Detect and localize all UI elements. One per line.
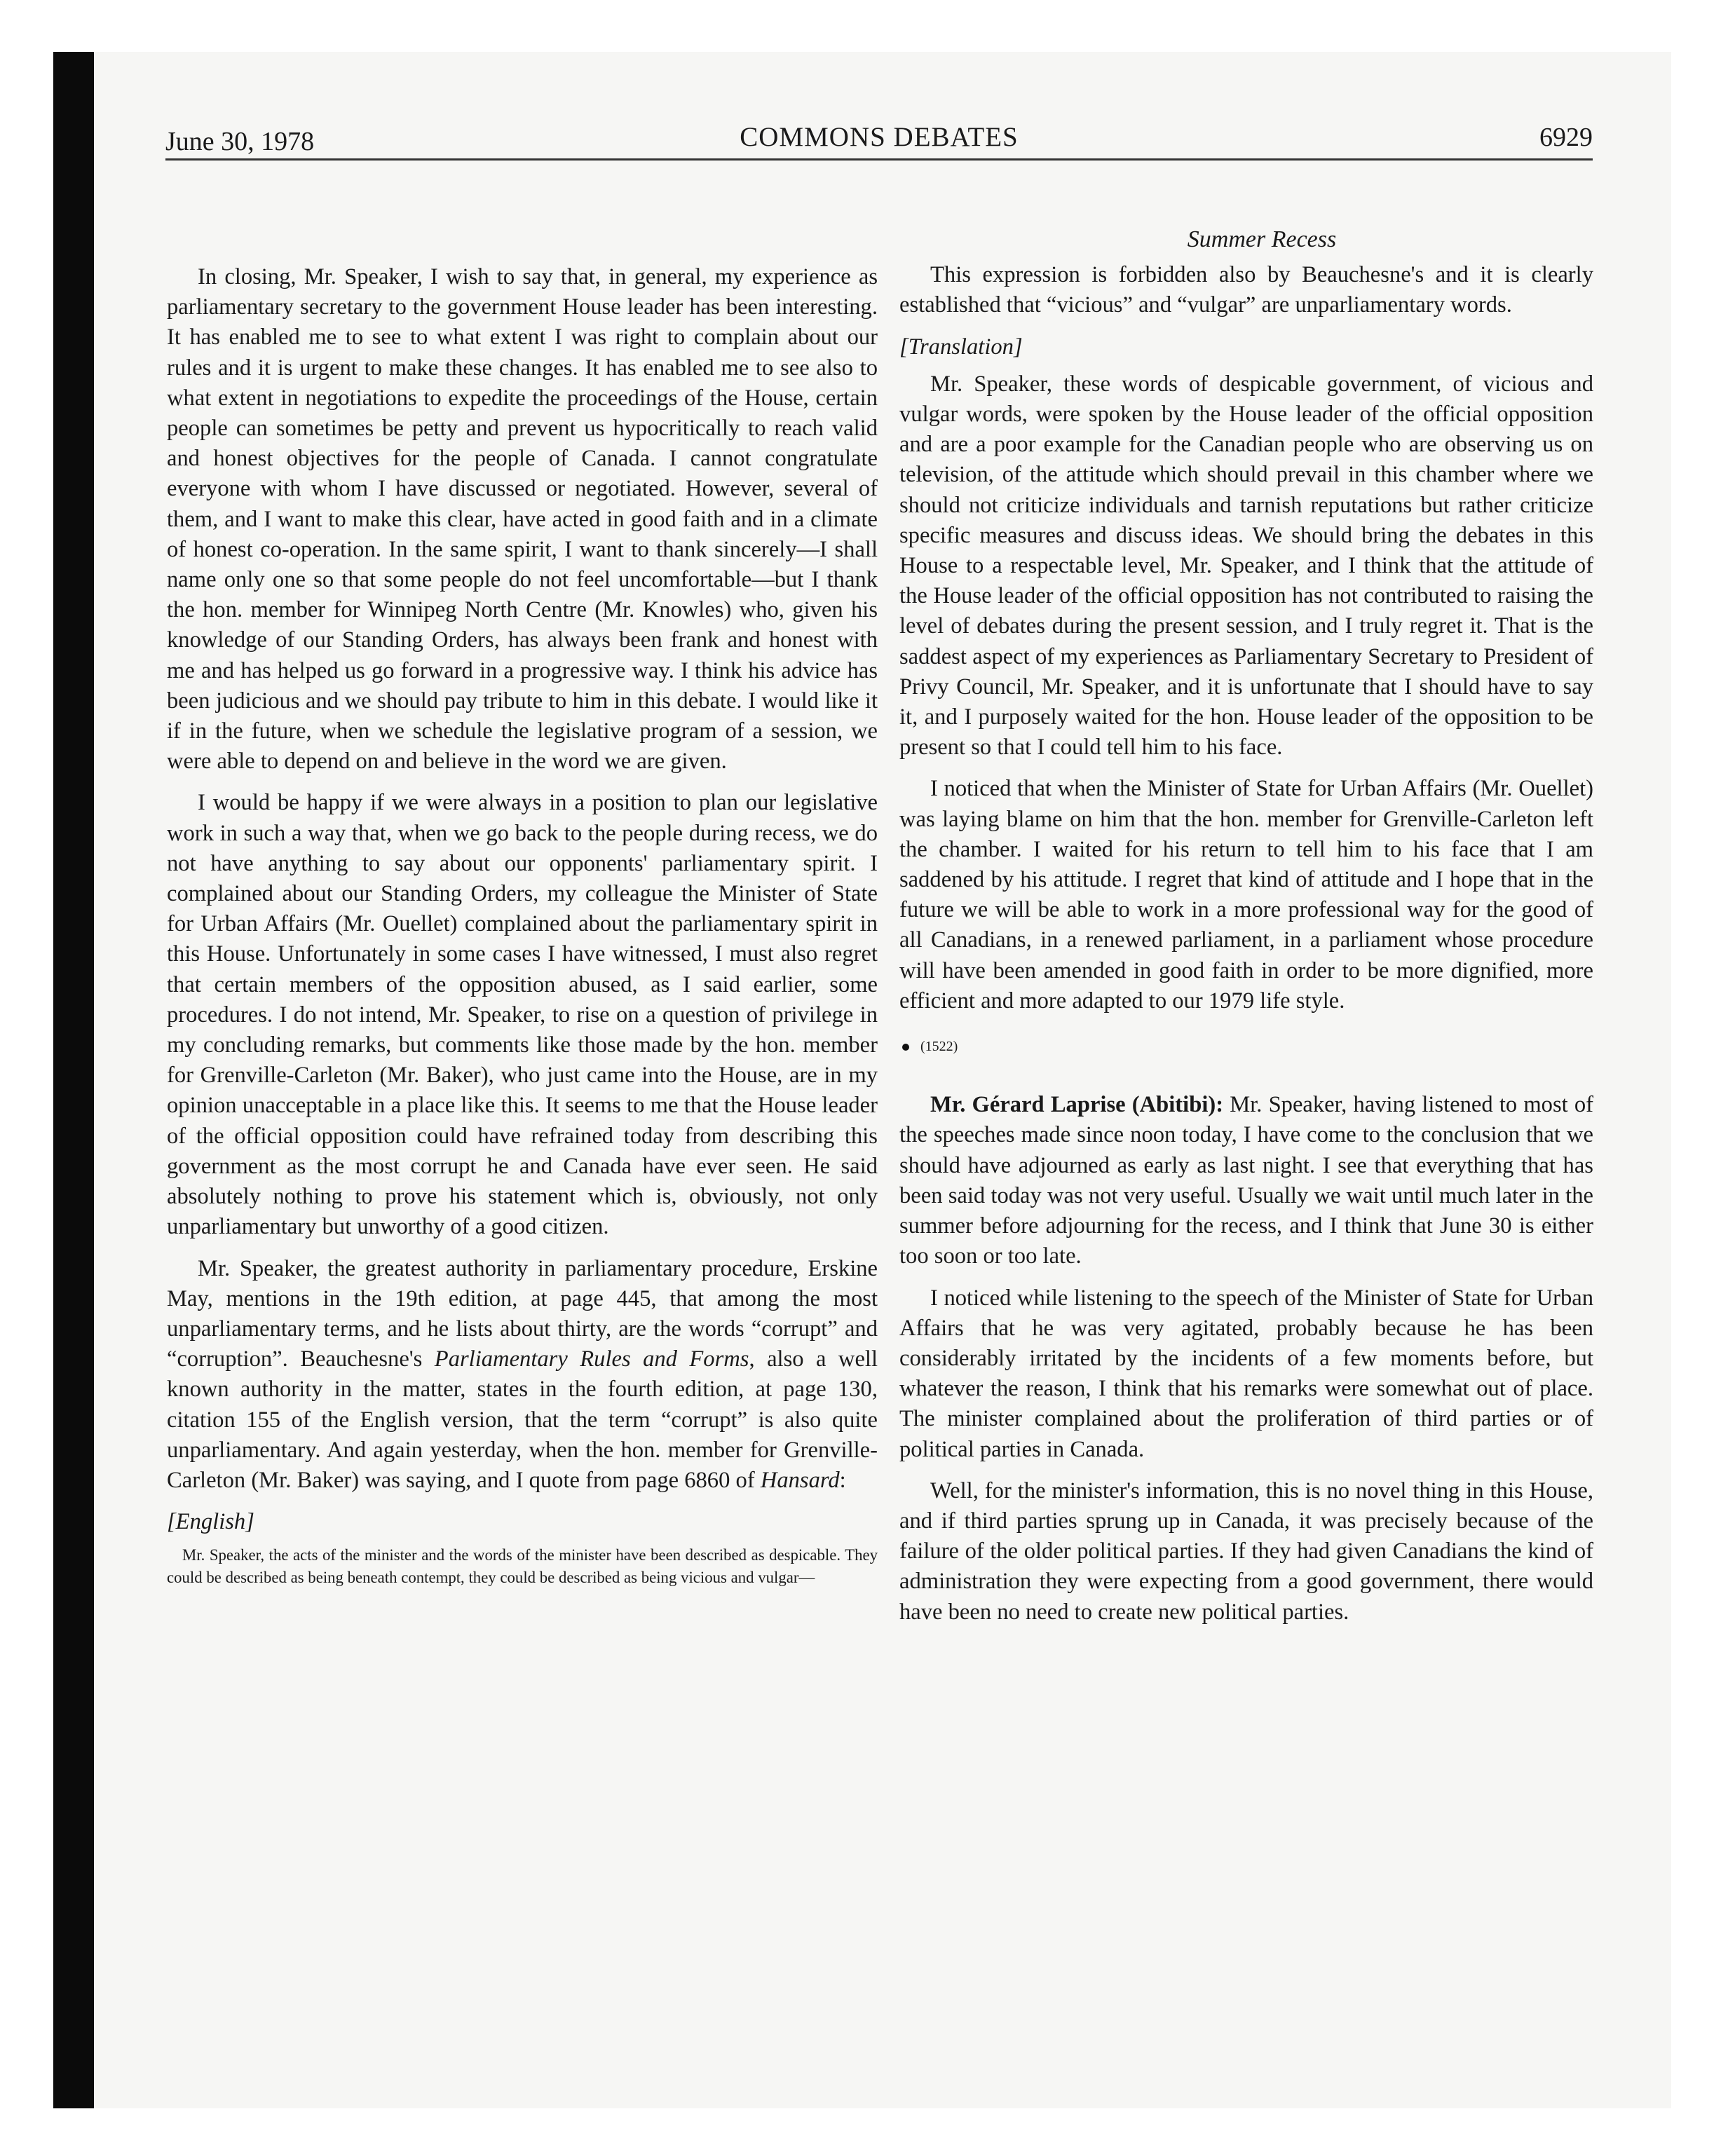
paragraph: Mr. Speaker, these words of despicable government, of vicious and vulgar words, were spoken by the House leader of the official opposition and are a poor example for the Canadian people who are observing us on television, of the attitude which should prevail in this chamber where we should not criticize individuals and tarnish reputations but rather criticize specific measures and discuss ideas. We should bring the debates in this House to a respectable level, Mr. Speaker, and I think that the attitude of the House leader of the official opposition has not contributed to raising the level of debates during the present session, and I truly regret it. That is the saddest aspect of my experiences as Parliamentary Secretary to President of Privy Council, Mr. Speaker, and it is unfortunate that I should have to say it, and I purposely waited for the hon. House leader of the opposition to be present so that I could tell him to his face. bbox=[899, 371, 1593, 760]
text-run: Mr. Speaker, having listened to most of the speeches made since noon today, I have come to the conclusion that we should have adjourned as early as last night. I see that everything that has been said today was not very useful. Usually we wait until much later in the summer before adjourning for the recess, and I think that June 30 is either too soon or too late. bbox=[899, 1092, 1593, 1269]
text-run: : bbox=[839, 1467, 846, 1493]
language-tag: [English] bbox=[167, 1509, 254, 1535]
header-date: June 30, 1978 bbox=[165, 127, 315, 156]
paragraph: In closing, Mr. Speaker, I wish to say that, in general, my experience as parliamentary secretary to the government House leader has been interesting. It has enabled me to see to what extent I was right to complain about our rules and it is urgent to make these changes. It has enabled me to see also to what extent in negotiations to expedite the proceedings of the House, certain people can sometimes be petty and prevent us hypocritically to reach valid and honest objectives for the people of Canada. I cannot congratulate everyone with whom I have discussed or negotiated. However, several of them, and I want to make this clear, have acted in good faith and in a climate of honest co-operation. In the same spirit, I want to thank sincerely—I shall name only one so that some people do not feel uncomfortable—but I thank the hon. member for Winnipeg North Centre (Mr. Knowles) who, given his knowledge of our Standing Orders, has always been frank and honest with me and has helped us go forward in a progressive way. I think his advice has been judicious and we should pay tribute to him in this debate. I would like it if in the future, when we schedule the legislative program of a session, we were able to depend on and believe in the word we are given. bbox=[167, 264, 878, 775]
timestamp-text: (1522) bbox=[920, 1039, 958, 1055]
paragraph bbox=[167, 1254, 878, 1496]
paragraph: I noticed while listening to the speech of the Minister of State for Urban Affairs that he was very agitated, probably because he has been considerably irritated by the incidents of a few moments before, but whatever the reason, I think that his remarks were somewhat out of place. The minister complained about the proliferation of third parties or of political parties in Canada. bbox=[899, 1285, 1593, 1462]
header-page-number: 6929 bbox=[1539, 123, 1593, 152]
page-header bbox=[165, 116, 1593, 161]
block-quote: Mr. Speaker, the acts of the minister and the words of the minister have been described as despicable. They could be described as being beneath contempt, they could be described as being vicious and vulgar— bbox=[167, 1546, 878, 1587]
paragraph: I noticed that when the Minister of State for Urban Affairs (Mr. Ouellet) was laying blame on him that the hon. member for Grenville-Carleton left the chamber. I waited for his return to tell him to his face that I am saddened by his attitude. I regret that kind of attitude and I hope that in the future we will be able to work in a more professional way for the good of all Canadians, in a renewed parliament, in a parliament whose procedure will have been amended in good faith in order to be more dignified, more efficient and more adapted to our 1979 life style. bbox=[899, 776, 1593, 1014]
timestamp bbox=[899, 1032, 1593, 1062]
language-tag: [Translation] bbox=[899, 334, 1023, 360]
paragraph: This expression is forbidden also by Beauchesne's and it is clearly established that “vicious” and “vulgar” are unparliamentary words. bbox=[899, 262, 1593, 318]
paragraph: Well, for the minister's information, this is no novel thing in this House, and if third parties sprung up in Canada, it was precisely because of the failure of the older political parties. If they had given Canadians the kind of administration they were expecting from a good government, there would have been no need to create new political parties. bbox=[899, 1478, 1593, 1625]
scan-binding-edge bbox=[53, 52, 94, 2108]
header-title: COMMONS DEBATES bbox=[740, 122, 1019, 152]
left-column bbox=[167, 262, 878, 1589]
italic-title: Hansard bbox=[760, 1467, 840, 1493]
bullet-icon bbox=[902, 1044, 909, 1051]
text-run: Mr. Speaker, the greatest authority in parliamentary procedure, Erskine May, mentions in the 19th edition, at page 445, that among the most unparliamentary terms, and he lists about thirty, are the words “corrupt” and “corruption”. Beauchesne's bbox=[167, 1255, 878, 1372]
right-column bbox=[899, 224, 1593, 1639]
paragraph: I would be happy if we were always in a position to plan our legislative work in such a way that, when we go back to the people during recess, we do not have anything to say about our opponents' parliamentary spirit. I complained about our Standing Orders, my colleague the Minister of State for Urban Affairs (Mr. Ouellet) complained about the parliamentary spirit in this House. Unfortunately in some cases I have witnessed, I must also regret that certain members of the opposition abused, as I said earlier, some procedures. I do not intend, Mr. Speaker, to rise on a question of privilege in my concluding remarks, but comments like those made by the hon. member for Grenville-Carleton (Mr. Baker), who just came into the House, are in my opinion unacceptable in a place like this. It seems to me that the House leader of the official opposition could have refrained today from describing this government as the most corrupt he and Canada have ever seen. He said absolutely nothing to prove his statement which is, obviously, not only unparliamentary but unworthy of a good citizen. bbox=[167, 790, 878, 1240]
paragraph bbox=[899, 1090, 1593, 1271]
italic-title: Parliamentary Rules and Forms bbox=[434, 1346, 749, 1372]
speaker-name: Mr. Gérard Laprise (Abitibi): bbox=[930, 1092, 1224, 1118]
running-head: Summer Recess bbox=[1187, 226, 1337, 252]
text-run: , also a well known authority in the matter, states in the fourth edition, at page 130, citation 155 of the English version, that the term “corrupt” is also quite unparliamentary. And again yesterday, when the hon. member for Grenville-Carleton (Mr. Baker) was saying, and I quote from page 6860 of bbox=[167, 1346, 878, 1493]
